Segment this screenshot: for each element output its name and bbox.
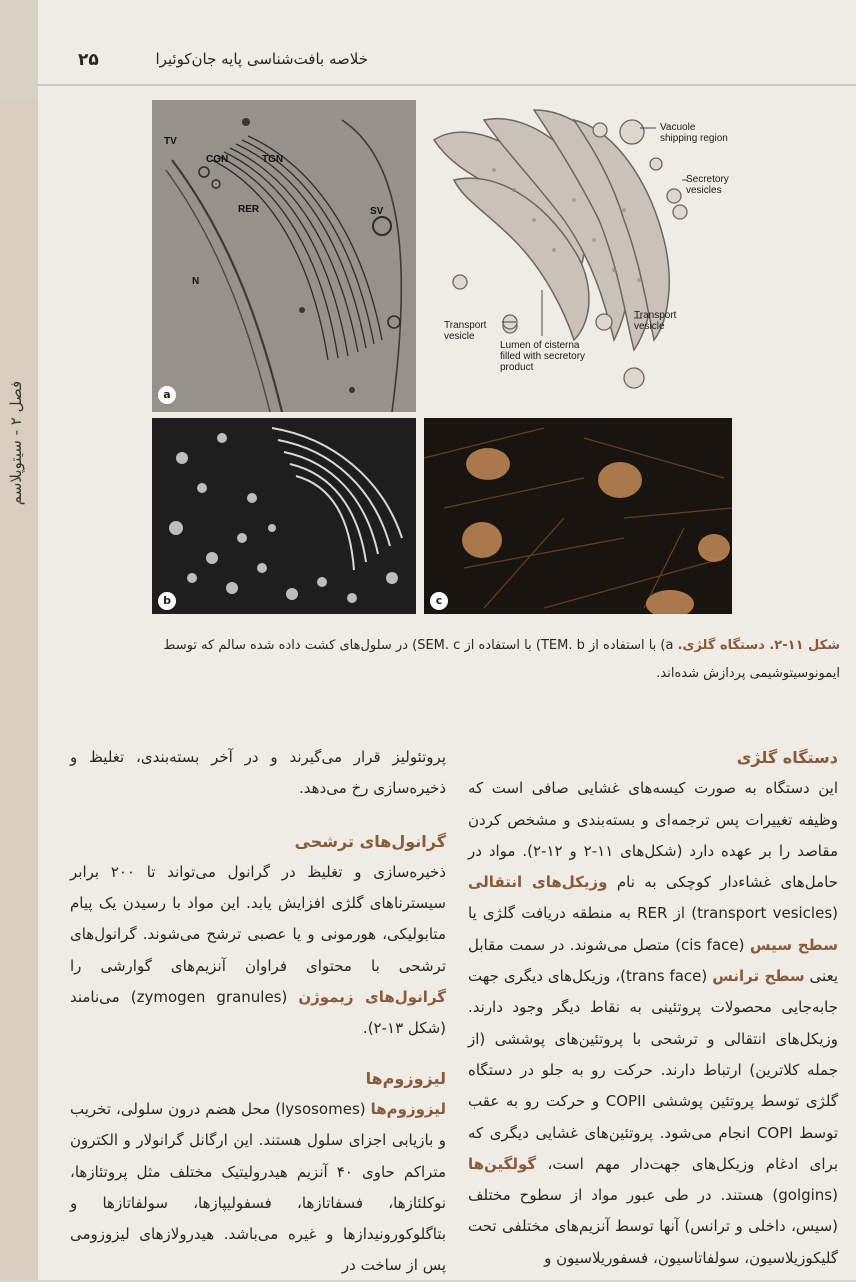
term-zymogen-granules: گرانول‌های زیموژن <box>298 988 446 1007</box>
golgi-text-2: (transport vesicles) از RER به منطقه دریافت گلژی یا <box>468 904 838 923</box>
chapter-label: فصل ۲ - سیتوپلاسم <box>7 380 25 506</box>
figure-caption <box>120 632 840 688</box>
tem-label-tv: TV <box>164 136 177 147</box>
left-column <box>70 742 446 1282</box>
sem-micrograph <box>152 418 416 614</box>
term-cis-face: سطح سیس <box>749 935 838 954</box>
book-title: خلاصه بافت‌شناسی پایه جان‌کوئیرا <box>155 50 368 68</box>
caption-label: شکل ۱۱-۲. دستگاه گلژی. <box>677 638 840 653</box>
label-vacuole-shipping: Vacuole shipping region <box>660 122 728 144</box>
term-trans-face: سطح ترانس <box>712 967 805 986</box>
heading-secretory-granules: گرانول‌های ترشحی <box>294 831 446 851</box>
figure-panel-b <box>152 418 416 614</box>
page-number: ۲۵ <box>78 50 99 70</box>
label-transport-vesicle-left: Transport vesicle <box>444 320 487 342</box>
golgi-diagram <box>424 100 732 412</box>
tem-label-tgn: TGN <box>262 154 284 165</box>
tem-label-cgn: CGN <box>206 154 229 165</box>
panel-a-letter: a <box>158 386 176 404</box>
tem-label-sv: SV <box>370 206 384 217</box>
golgi-text-3: (cis face) متصل می‌شوند. در سمت مقابل یعنی <box>468 935 838 986</box>
lysosomes-text: (lysosomes) محل هضم درون سلولی، تخریب و بازیابی اجزای سلول هستند. این ارگانل گرانولار و الکترون متراکم حاوی ۴۰ آنزیم هیدرولیتیک مختلف مثل پروتئازها، نوکلئازها، فسفاتازها، فسفولیپازها، سولفاتازها و بتاگلوکورونیدازها و غیره می‌باشد. هیدرولازهای لیزوزومی پس از ساخت در <box>70 1099 446 1275</box>
granules-text-1: ذخیره‌سازی و تغلیظ در گرانول می‌تواند تا ۲۰۰ برابر سیسترناهای گلژی افزایش یابد. این مواد با رسیدن یک پیام متابولیکی، هورمونی و یا عصبی ترشح می‌شوند. گرانول‌های ترشحی با محتوای فراوان آنزیم‌های گوارشی را <box>70 862 446 975</box>
immunocytochemistry-image <box>424 418 732 614</box>
page-header <box>38 36 856 86</box>
figure-panel-a <box>152 100 416 412</box>
label-secretory-vesicles: Secretory vesicles <box>686 174 729 196</box>
tem-label-rer: RER <box>238 204 260 215</box>
chapter-side-tab <box>0 100 38 1280</box>
tem-label-n: N <box>192 276 200 287</box>
tem-micrograph <box>152 100 416 412</box>
heading-lysosomes: لیزوزوم‌ها <box>365 1068 446 1088</box>
granules-text-2: (zymogen granules) می‌نامند (شکل ۱۳-۲). <box>70 988 446 1038</box>
golgi-text-5: (golgins) هستند. در طی عبور مواد از سطوح مختلف (سیس، داخلی و ترانس) آنها توسط آنزیم‌های مختلفی تحت گلیکوزیلاسیون، سولفاتاسیون، فسفوریلاسیون و <box>468 1186 838 1267</box>
term-transport-vesicles: وزیکل‌های انتقالی <box>468 873 608 892</box>
golgi-text-1: این دستگاه به صورت کیسه‌های غشایی صافی است که وظیفه تغییرات پس ترجمه‌ای و بسته‌بندی و مشخص کردن مقاصد را بر عهده دارد (شکل‌های ۱۱-۲ و ۱۲-۲). مواد در حامل‌های غشاءدار کوچکی به نام <box>468 779 839 892</box>
right-column <box>468 742 838 1274</box>
header-rule <box>38 84 856 86</box>
figure-panel-c <box>424 418 732 614</box>
panel-c-letter: c <box>430 592 448 610</box>
caption-text: a) با استفاده از TEM. b) با استفاده از SEM. c) در سلول‌های کشت داده شده سالم که توسط ایمونوسیتوشیمی پردازش شده‌اند. <box>163 638 840 681</box>
heading-golgi: دستگاه گلژی <box>736 748 838 767</box>
term-lysosomes: لیزوزوم‌ها <box>370 1099 446 1118</box>
label-lumen-cisterna: Lumen of cisterna filled with secretory product <box>500 340 586 373</box>
label-transport-vesicle-right: Transport vesicle <box>634 310 677 332</box>
term-golgins: گولگین‌ها <box>468 1154 537 1173</box>
panel-b-letter: b <box>158 592 176 610</box>
golgi-text-4: (trans face)، وزیکل‌های دیگری جهت جابه‌جایی محصولات پروتئینی به نقاط دیگر وجود دارند. وزیکل‌های انتقالی و ترشحی با پروتئین‌های پوششی (از جمله کلاترین) ارتباط دارند. حرکت رو به جلو در دستگاه گلژی توسط پروتئین پوششی COPII و حرکت رو به عقب توسط COPI انجام می‌شود. پروتئین‌های غشایی دیگری که برای ادغام وزیکل‌های جهت‌دار مهم است، <box>468 967 838 1173</box>
continuation-text: پروتئولیز قرار می‌گیرند و در آخر بسته‌بندی، تغلیظ و ذخیره‌سازی رخ می‌دهد. <box>70 748 446 798</box>
